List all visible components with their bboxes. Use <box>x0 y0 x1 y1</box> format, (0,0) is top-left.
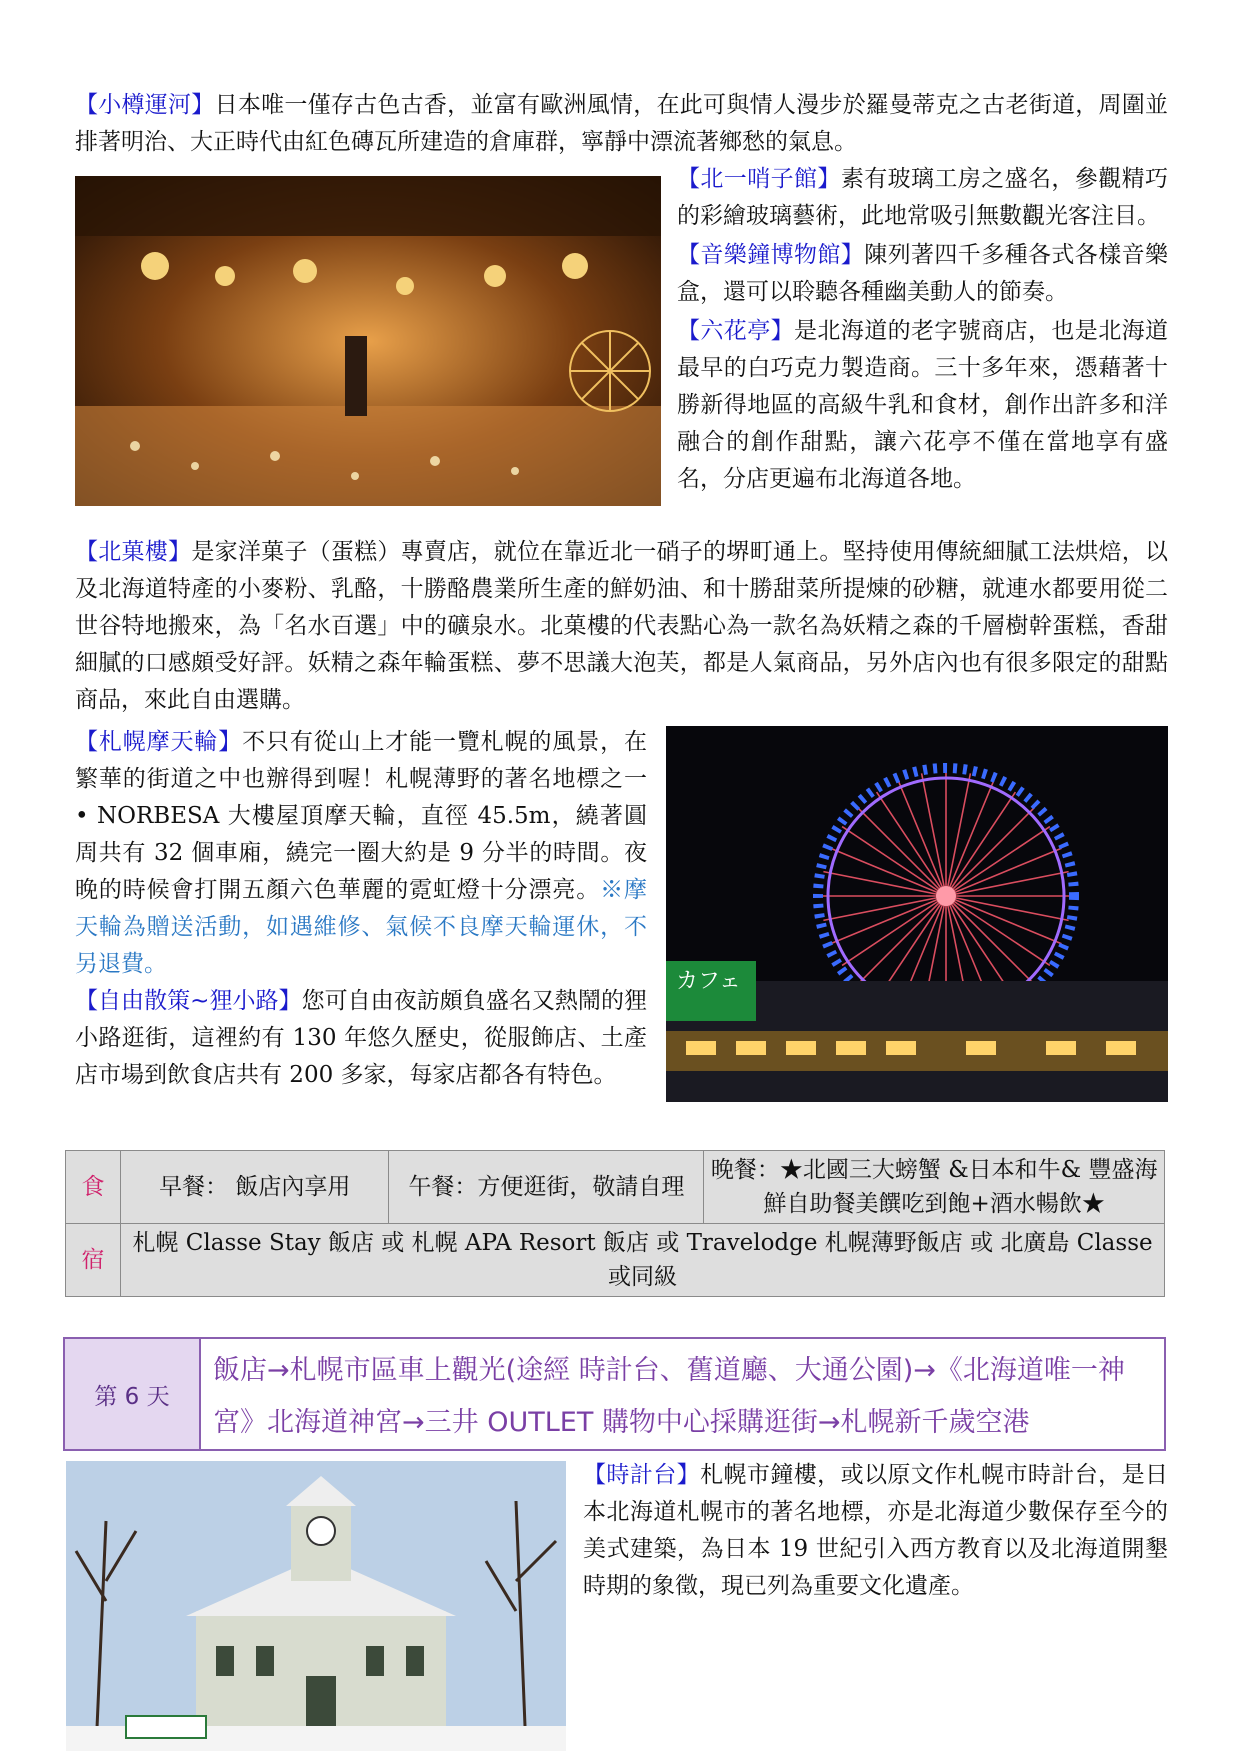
kitaichi-heading: 【北一哨子館】 <box>677 166 841 192</box>
music-box-text: 陳列著四千多種各式各樣音樂盒，還可以聆聽各種幽美動人的節奏。 <box>677 242 1169 305</box>
day6-number: 第 6 天 <box>65 1339 201 1449</box>
ferris-note: ※摩天輪為贈送活動，如遇維修、氣候不良摩天輪運休，不另退費。 <box>75 877 648 977</box>
ferris-paragraph <box>75 724 647 983</box>
kitaichi-text: 素有玻璃工房之盛名，參觀精巧的彩繪玻璃藝術，此地常吸引無數觀光客注目。 <box>677 166 1169 229</box>
left-column <box>75 724 647 1094</box>
cafe-sign-text: カフェ <box>676 969 741 994</box>
meal-label: 食 <box>66 1151 121 1224</box>
clock-paragraph <box>583 1457 1168 1605</box>
tanuki-paragraph <box>75 983 647 1094</box>
tanuki-heading: 【自由散策~狸小路】 <box>75 988 302 1014</box>
music-box-paragraph <box>677 237 1168 311</box>
otaru-text: 日本唯一僅存古色古香，並富有歐洲風情，在此可與情人漫步於羅曼蒂克之古老街道，周圍並排著明治、大正時代由紅色磚瓦所建造的倉庫群，寧靜中漂流著鄉愁的氣息。 <box>75 92 1169 155</box>
kitakaro-paragraph <box>75 534 1168 719</box>
meal-row <box>66 1151 1165 1224</box>
otaru-heading: 【小樽運河】 <box>75 92 215 118</box>
clock-tower-photo <box>66 1461 566 1751</box>
clock-text: 札幌市鐘樓，或以原文作札幌市時計台，是日本北海道札幌市的著名地標，亦是北海道少數保存至今的美式建築，為日本 19 世紀引入西方教育以及北海道開墾時期的象徵，現已列為重要文化遺產。 <box>583 1462 1169 1599</box>
lunch-cell: 午餐：方便逛街，敬請自理 <box>389 1151 704 1224</box>
hotel-cell: 札幌 Classe Stay 飯店 或 札幌 APA Resort 飯店 或 Travelodge 札幌薄野飯店 或 北廣島 Classe 或同級 <box>121 1224 1165 1297</box>
day6-banner <box>63 1337 1166 1451</box>
clock-heading: 【時計台】 <box>583 1462 701 1488</box>
tanuki-text: 您可自由夜訪頗負盛名又熱鬧的狸小路逛街，這裡約有 130 年悠久歷史，從服飾店、土產店市場到飲食店共有 200 多家，每家店都各有特色。 <box>75 988 647 1088</box>
rokkatei-text: 是北海道的老字號商店，也是北海道最早的白巧克力製造商。三十多年來，憑藉著十勝新得地區的高級牛乳和食材，創作出許多和洋融合的創作甜點，讓六花亭不僅在當地享有盛名，分店更遍布北海道各地。 <box>677 318 1169 492</box>
right-column <box>677 161 1168 498</box>
rokkatei-heading: 【六花亭】 <box>677 318 794 344</box>
glass-shop-photo <box>75 176 661 506</box>
ferris-wheel-photo <box>666 726 1168 1102</box>
rokkatei-paragraph <box>677 313 1168 498</box>
kitaichi-paragraph <box>677 161 1168 235</box>
kitakaro-text: 是家洋菓子（蛋糕）專賣店，就位在靠近北一硝子的堺町通上。堅持使用傳統細膩工法烘焙，以及北海道特產的小麥粉、乳酪，十勝酪農業所生產的鮮奶油、和十勝甜菜所提煉的砂糖，就連水都要用從二世谷特地搬來，為「名水百選」中的礦泉水。北菓樓的代表點心為一款名為妖精之森的千層樹幹蛋糕，香甜細膩的口感頗受好評。妖精之森年輪蛋糕、夢不思議大泡芙，都是人氣商品，另外店內也有很多限定的甜點商品，來此自由選購。 <box>75 539 1169 713</box>
meal-hotel-table <box>65 1150 1165 1297</box>
music-box-heading: 【音樂鐘博物館】 <box>677 242 865 268</box>
breakfast-cell: 早餐： 飯店內享用 <box>121 1151 389 1224</box>
hotel-row <box>66 1224 1165 1297</box>
dinner-cell: 晚餐：★北國三大螃蟹 &日本和牛& 豐盛海鮮自助餐美饌吃到飽+酒水暢飲★ <box>704 1151 1165 1224</box>
ferris-text: 不只有從山上才能一覽札幌的風景，在繁華的街道之中也辦得到喔！札幌薄野的著名地標之一 • NORBESA 大樓屋頂摩天輪，直徑 45.5m，繞著圓周共有 32 個車廂，繞完一圈大約是 9 分半的時間。夜晚的時候會打開五顏六色華麗的霓虹燈十分漂亮。 <box>75 729 648 903</box>
ferris-heading: 【札幌摩天輪】 <box>75 729 243 755</box>
otaru-paragraph <box>75 87 1168 161</box>
hotel-label: 宿 <box>66 1224 121 1297</box>
kitakaro-heading: 【北菓樓】 <box>75 539 192 565</box>
day6-route: 飯店→札幌市區車上觀光(途經 時計台、舊道廳、大通公園)→《北海道唯一神宮》北海道神宮→三井 OUTLET 購物中心採購逛街→札幌新千歲空港 <box>213 1355 1125 1438</box>
